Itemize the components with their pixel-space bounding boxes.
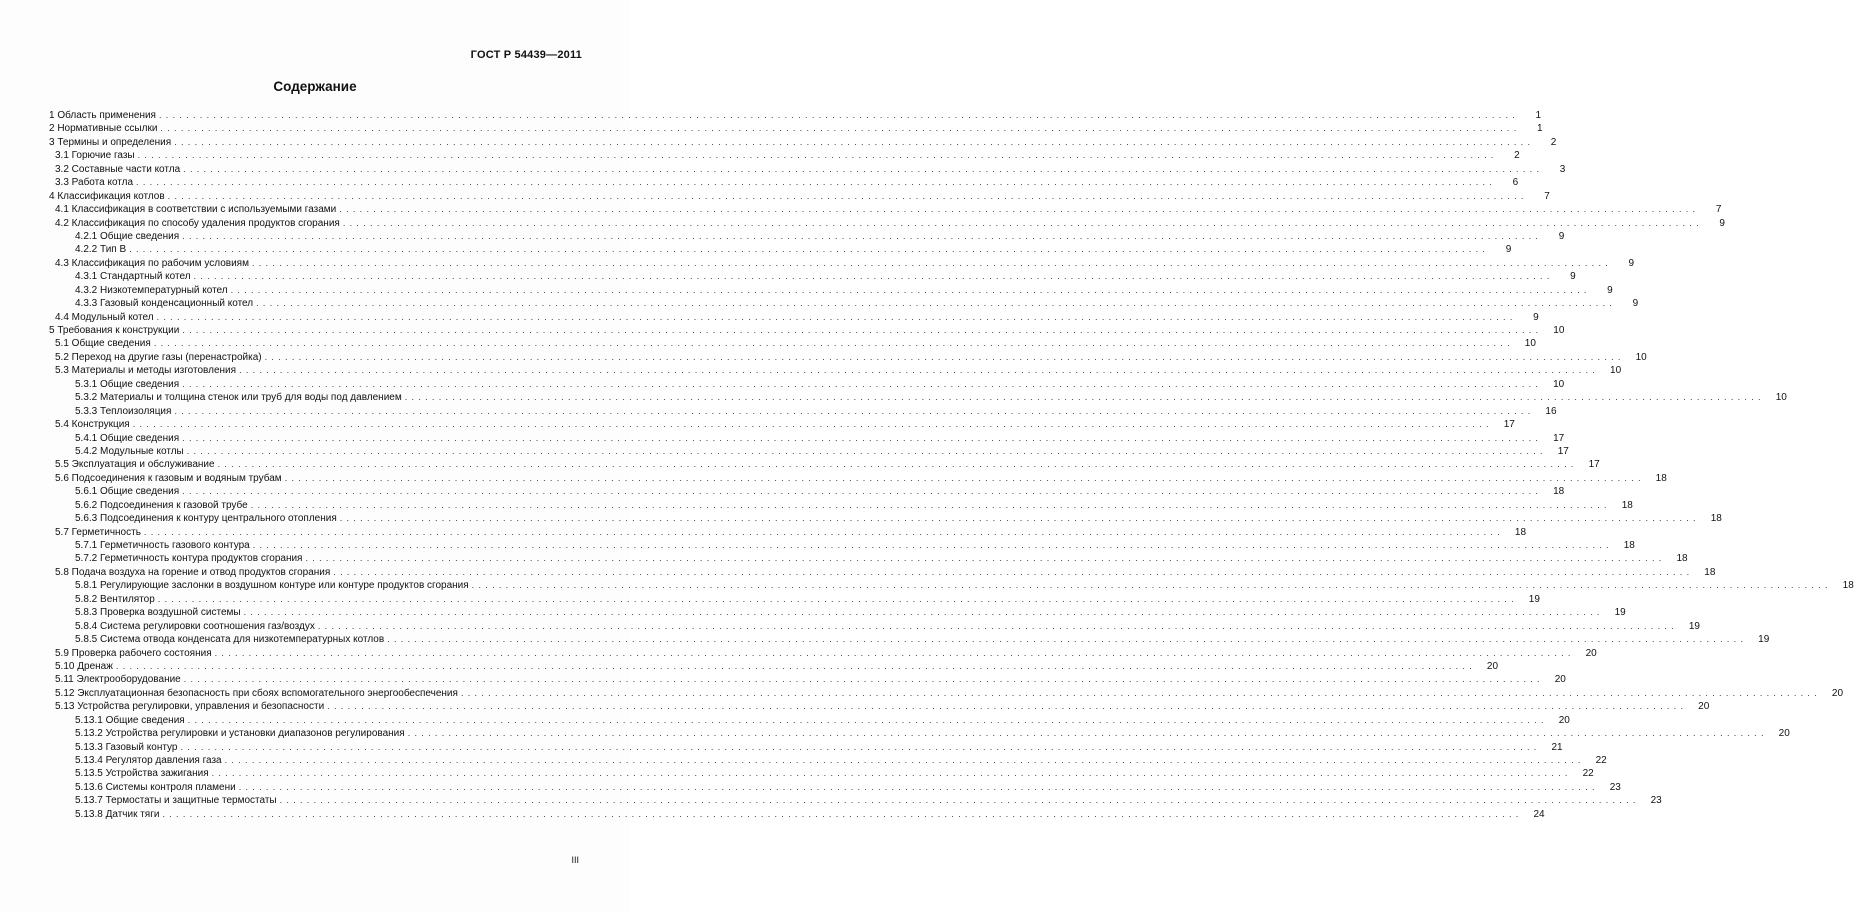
toc-leader-dots: ........................................................................................................................................................................................................ xyxy=(153,338,1514,349)
toc-entry-page: 17 xyxy=(1557,445,1569,457)
toc-entry-page: 18 xyxy=(1621,499,1633,511)
toc-entry-page: 9 xyxy=(1570,271,1576,283)
toc-entry xyxy=(49,673,1566,686)
toc-entry xyxy=(49,566,1716,579)
toc-entry-page: 3 xyxy=(1559,163,1566,175)
toc-entry-label: 5.9 Проверка рабочего состояния xyxy=(55,647,212,659)
toc-entry xyxy=(49,149,1520,162)
toc-entry-label: 5.8.1 Регулирующие заслонки в воздушном контуре или контуре продуктов сгорания xyxy=(75,580,469,592)
toc-entry-label: 4.2.1 Общие сведения xyxy=(75,230,180,242)
toc-leader-dots: ........................................................................................................................................................................................................ xyxy=(158,110,1520,120)
toc-entry-page: 9 xyxy=(1558,230,1565,242)
toc-entry xyxy=(49,190,1550,203)
toc-entry-page: 23 xyxy=(1650,795,1662,807)
toc-entry xyxy=(49,754,1607,767)
toc-leader-dots: ........................................................................................................................................................................................................ xyxy=(460,687,1822,698)
toc-leader-dots: ........................................................................................................................................................................................................ xyxy=(160,123,1521,134)
toc-entry xyxy=(49,727,1790,740)
toc-leader-dots: ........................................................................................................................................................................................................ xyxy=(167,190,1528,201)
toc-entry xyxy=(49,660,1499,673)
toc-entry-page: 10 xyxy=(1775,392,1787,404)
toc-entry-page: 20 xyxy=(1585,647,1597,659)
toc-entry-page: 20 xyxy=(1778,728,1790,740)
toc-leader-dots: ........................................................................................................................................................................................................ xyxy=(279,795,1640,806)
toc-entry-page: 9 xyxy=(1632,298,1639,310)
toc-entry-label: 3.2 Составные части котла xyxy=(55,163,181,175)
toc-entry-label: 5.2 Переход на другие газы (перенастройка) xyxy=(55,351,262,363)
toc-entry-label: 5.6.1 Общие сведения xyxy=(75,486,180,498)
toc-entry-page: 18 xyxy=(1553,486,1565,498)
toc-leader-dots: ........................................................................................................................................................................................................ xyxy=(174,405,1535,416)
toc-entry-page: 20 xyxy=(1831,687,1844,699)
toc-entry-page: 9 xyxy=(1719,217,1725,229)
toc-entry-label: 2 Нормативные ссылки xyxy=(49,123,158,135)
toc-leader-dots: ........................................................................................................................................................................................................ xyxy=(230,284,1591,295)
toc-entry-label: 5.13.2 Устройства регулировки и установки диапазонов регулирования xyxy=(75,728,405,740)
toc-entry-label: 5.13 Устройства регулировки, управления и безопасности xyxy=(55,701,325,713)
toc-leader-dots: ........................................................................................................................................................................................................ xyxy=(252,540,1613,550)
toc-entry-label: 5.13.3 Газовый контур xyxy=(75,741,178,753)
toc-entry-page: 7 xyxy=(1544,190,1550,202)
toc-entry xyxy=(49,485,1565,498)
toc-leader-dots: ........................................................................................................................................................................................................ xyxy=(211,768,1572,779)
toc-entry xyxy=(49,257,1635,270)
toc-entry-label: 5.13.7 Термостаты и защитные термостаты xyxy=(75,795,277,807)
toc-entry xyxy=(49,203,1722,216)
toc-entry-label: 5.3.2 Материалы и толщина стенок или труб для воды под давлением xyxy=(75,392,402,404)
toc-entry-label: 4 Классификация котлов xyxy=(49,190,165,202)
toc-entry-page: 1 xyxy=(1536,123,1543,135)
toc-entry-page: 19 xyxy=(1688,620,1700,632)
toc-entry-label: 5.3.1 Общие сведения xyxy=(75,378,180,390)
toc-entry-label: 5.12 Эксплуатационная безопасность при сбоях вспомогательного энергообеспечения xyxy=(55,687,458,699)
page-number: III xyxy=(571,855,579,865)
toc-leader-dots: ........................................................................................................................................................................................................ xyxy=(387,634,1748,645)
toc-entry-label: 3.3 Работа котла xyxy=(55,177,134,189)
toc-entry xyxy=(49,270,1576,283)
toc-leader-dots: ........................................................................................................................................................................................................ xyxy=(157,593,1518,604)
toc-entry xyxy=(49,687,1844,700)
toc-entry-label: 5.8.4 Система регулировки соотношения газ/воздух xyxy=(75,620,315,632)
toc-entry-page: 21 xyxy=(1551,741,1563,753)
toc-entry xyxy=(49,337,1536,350)
toc-entry xyxy=(49,176,1519,189)
toc-entry xyxy=(49,526,1527,539)
toc-entry-label: 5.4 Конструкция xyxy=(55,419,130,431)
toc-entry xyxy=(49,217,1725,230)
toc-entry xyxy=(49,781,1621,794)
toc-entry-label: 5.4.1 Общие сведения xyxy=(75,432,180,444)
toc-entry xyxy=(49,324,1565,337)
toc-entry xyxy=(49,230,1565,243)
toc-entry xyxy=(49,472,1667,485)
toc-entry xyxy=(49,122,1543,135)
toc-entry-page: 20 xyxy=(1554,674,1566,686)
toc-entry-label: 5.5 Эксплуатация и обслуживание xyxy=(55,459,215,471)
toc-entry xyxy=(49,808,1545,821)
toc-entry-label: 4.1 Классификация в соответствии с используемыми газами xyxy=(55,204,337,216)
toc-entry xyxy=(49,647,1597,660)
toc-entry-page: 17 xyxy=(1553,432,1565,444)
toc-entry xyxy=(49,163,1566,176)
toc-leader-dots: ........................................................................................................................................................................................................ xyxy=(239,365,1600,376)
toc-entry-label: 5.13.5 Устройства зажигания xyxy=(75,768,209,780)
toc-entry-page: 1 xyxy=(1535,110,1542,121)
toc-entry-label: 5.8 Подача воздуха на горение и отвод продуктов сгорания xyxy=(55,566,331,578)
toc-entry-page: 10 xyxy=(1524,338,1536,350)
toc-entry-label: 5.6 Подсоединения к газовым и водяным трубам xyxy=(55,472,282,484)
toc-entry xyxy=(49,284,1613,297)
toc-entry-label: 5.6.3 Подсоединения к контуру центрального отопления xyxy=(75,513,337,525)
toc-entry-page: 18 xyxy=(1623,540,1635,551)
toc-leader-dots: ........................................................................................................................................................................................................ xyxy=(182,230,1543,241)
toc-entry-page: 19 xyxy=(1614,607,1626,619)
toc-entry-page: 22 xyxy=(1582,768,1594,780)
page-title: Содержание xyxy=(273,79,357,94)
toc-entry xyxy=(49,378,1565,391)
toc-leader-dots: ........................................................................................................................................................................................................ xyxy=(174,136,1535,147)
toc-entry xyxy=(49,633,1770,646)
toc-entry-label: 4.3 Классификация по рабочим условиям xyxy=(55,257,249,269)
toc-entry-label: 5.7.2 Герметичность контура продуктов сгорания xyxy=(75,553,303,565)
toc-leader-dots: ........................................................................................................................................................................................................ xyxy=(214,647,1575,658)
toc-entry-page: 10 xyxy=(1553,325,1565,336)
toc-entry xyxy=(49,391,1787,404)
toc-leader-dots: ........................................................................................................................................................................................................ xyxy=(404,392,1765,403)
toc-leader-dots: ........................................................................................................................................................................................................ xyxy=(182,432,1543,443)
toc-entry-label: 5.7 Герметичность xyxy=(55,526,141,538)
toc-leader-dots: ........................................................................................................................................................................................................ xyxy=(256,298,1617,309)
toc-entry-page: 17 xyxy=(1503,419,1515,431)
toc-entry xyxy=(49,243,1512,256)
toc-leader-dots: ........................................................................................................................................................................................................ xyxy=(243,607,1604,618)
toc-leader-dots: ........................................................................................................................................................................................................ xyxy=(162,808,1523,819)
toc-leader-dots: ........................................................................................................................................................................................................ xyxy=(129,244,1490,255)
toc-entry xyxy=(49,499,1633,512)
toc-entry-page: 20 xyxy=(1558,714,1570,726)
toc-entry-page: 9 xyxy=(1628,257,1635,269)
toc-entry-label: 4.4 Модульный котел xyxy=(55,311,154,323)
toc-entry xyxy=(49,579,1854,592)
toc-entry-page: 6 xyxy=(1512,177,1519,189)
toc-entry xyxy=(49,109,1542,122)
toc-entry-label: 3.1 Горючие газы xyxy=(55,150,135,162)
toc-entry-page: 10 xyxy=(1635,351,1647,363)
toc-entry xyxy=(49,364,1622,377)
toc-entry-page: 10 xyxy=(1610,365,1622,377)
toc-entry xyxy=(49,593,1540,606)
toc-leader-dots: ........................................................................................................................................................................................................ xyxy=(143,526,1505,537)
toc-entry-label: 5 Требования к конструкции xyxy=(49,325,180,336)
toc-entry-page: 22 xyxy=(1595,755,1607,766)
toc-entry-page: 18 xyxy=(1655,472,1667,484)
toc-entry-label: 5.10 Дренаж xyxy=(55,660,113,672)
toc-entry-label: 5.13.1 Общие сведения xyxy=(75,714,185,726)
toc-entry-label: 3 Термины и определения xyxy=(49,136,172,148)
toc-entry-page: 2 xyxy=(1514,150,1520,162)
toc-entry-page: 18 xyxy=(1710,513,1722,525)
toc-entry-page: 19 xyxy=(1758,634,1770,646)
toc-leader-dots: ........................................................................................................................................................................................................ xyxy=(339,513,1700,524)
toc-entry-label: 5.13.4 Регулятор давления газа xyxy=(75,755,222,766)
toc-entry-page: 18 xyxy=(1842,580,1854,592)
toc-leader-dots: ........................................................................................................................................................................................................ xyxy=(137,150,1498,161)
toc-entry-label: 5.8.5 Система отвода конденсата для низкотемпературных котлов xyxy=(75,634,385,646)
toc-leader-dots: ........................................................................................................................................................................................................ xyxy=(182,378,1543,389)
toc-entry-page: 18 xyxy=(1676,553,1688,565)
toc-entry-label: 5.3 Материалы и методы изготовления xyxy=(55,365,237,377)
toc-entry-page: 10 xyxy=(1553,378,1565,390)
toc-entry-page: 16 xyxy=(1545,405,1557,417)
toc-leader-dots: ........................................................................................................................................................................................................ xyxy=(251,257,1613,268)
toc-entry xyxy=(49,539,1635,552)
toc-leader-dots: ........................................................................................................................................................................................................ xyxy=(183,163,1544,174)
toc-entry-page: 9 xyxy=(1533,311,1539,323)
toc-entry xyxy=(49,741,1563,754)
toc-entry-label: 4.3.2 Низкотемпературный котел xyxy=(75,284,228,296)
toc-entry-label: 5.6.2 Подсоединения к газовой трубе xyxy=(75,499,248,511)
toc-entry-page: 24 xyxy=(1533,808,1545,820)
toc-entry-page: 17 xyxy=(1588,459,1600,471)
toc-leader-dots: ........................................................................................................................................................................................................ xyxy=(305,553,1666,564)
toc-leader-dots: ........................................................................................................................................................................................................ xyxy=(115,660,1477,671)
toc-entry-label: 1 Область применения xyxy=(49,110,156,121)
toc-leader-dots: ........................................................................................................................................................................................................ xyxy=(136,177,1497,188)
toc-leader-dots: ........................................................................................................................................................................................................ xyxy=(327,701,1688,712)
toc-leader-dots: ........................................................................................................................................................................................................ xyxy=(217,459,1578,470)
toc-leader-dots: ........................................................................................................................................................................................................ xyxy=(264,351,1625,362)
toc-leader-dots: ........................................................................................................................................................................................................ xyxy=(186,445,1547,456)
toc-entry xyxy=(49,767,1594,780)
toc-entry xyxy=(49,794,1662,807)
toc-entry xyxy=(49,432,1565,445)
standard-designation: ГОСТ Р 54439—2011 xyxy=(470,49,582,61)
toc-entry-label: 5.1 Общие сведения xyxy=(55,338,151,350)
toc-entry-label: 5.7.1 Герметичность газового контура xyxy=(75,540,250,551)
toc-leader-dots: ........................................................................................................................................................................................................ xyxy=(187,714,1548,725)
toc-leader-dots: ........................................................................................................................................................................................................ xyxy=(317,620,1678,631)
toc-entry-page: 18 xyxy=(1704,566,1716,578)
toc-entry xyxy=(49,700,1710,713)
table-of-contents xyxy=(49,109,1854,821)
toc-entry-page: 9 xyxy=(1505,244,1512,256)
toc-entry xyxy=(49,351,1647,364)
toc-entry xyxy=(49,405,1557,418)
toc-entry xyxy=(49,136,1557,149)
toc-leader-dots: ........................................................................................................................................................................................................ xyxy=(224,755,1585,765)
toc-entry-page: 20 xyxy=(1698,701,1710,713)
toc-entry-page: 9 xyxy=(1607,284,1613,296)
toc-entry-label: 4.2.2 Тип В xyxy=(75,244,127,256)
toc-entry xyxy=(49,445,1569,458)
toc-leader-dots: ........................................................................................................................................................................................................ xyxy=(284,472,1645,483)
toc-entry-label: 5.4.2 Модульные котлы xyxy=(75,445,184,457)
toc-entry-page: 18 xyxy=(1514,526,1527,538)
toc-leader-dots: ........................................................................................................................................................................................................ xyxy=(333,566,1694,577)
toc-entry-label: 4.3.1 Стандартный котел xyxy=(75,271,191,283)
toc-entry xyxy=(49,297,1639,310)
toc-leader-dots: ........................................................................................................................................................................................................ xyxy=(407,728,1768,739)
toc-entry xyxy=(49,418,1515,431)
toc-leader-dots: ........................................................................................................................................................................................................ xyxy=(342,217,1703,228)
toc-leader-dots: ........................................................................................................................................................................................................ xyxy=(193,271,1554,282)
toc-leader-dots: ........................................................................................................................................................................................................ xyxy=(182,486,1543,497)
toc-entry-page: 7 xyxy=(1715,204,1722,216)
toc-entry-label: 5.13.6 Системы контроля пламени xyxy=(75,781,236,793)
toc-leader-dots: ........................................................................................................................................................................................................ xyxy=(250,499,1611,510)
toc-entry xyxy=(49,458,1600,471)
toc-entry-label: 5.13.8 Датчик тяги xyxy=(75,808,160,820)
toc-entry-label: 5.3.3 Теплоизоляция xyxy=(75,405,172,417)
toc-entry xyxy=(49,311,1539,324)
toc-entry-label: 4.2 Классификация по способу удаления продуктов сгорания xyxy=(55,217,340,229)
toc-leader-dots: ........................................................................................................................................................................................................ xyxy=(238,781,1599,792)
toc-leader-dots: ........................................................................................................................................................................................................ xyxy=(132,419,1493,430)
toc-entry-page: 23 xyxy=(1609,781,1621,793)
toc-leader-dots: ........................................................................................................................................................................................................ xyxy=(180,741,1541,752)
toc-leader-dots: ........................................................................................................................................................................................................ xyxy=(183,674,1544,685)
toc-leader-dots: ........................................................................................................................................................................................................ xyxy=(156,311,1517,322)
toc-entry-label: 5.8.3 Проверка воздушной системы xyxy=(75,607,241,619)
toc-entry-page: 2 xyxy=(1550,136,1557,148)
toc-entry xyxy=(49,606,1626,619)
toc-entry xyxy=(49,620,1700,633)
toc-entry-page: 20 xyxy=(1486,660,1499,672)
toc-entry-label: 5.11 Электрооборудование xyxy=(55,674,181,686)
toc-entry xyxy=(49,512,1722,525)
toc-entry-label: 5.8.2 Вентилятор xyxy=(75,593,155,605)
toc-leader-dots: ........................................................................................................................................................................................................ xyxy=(471,580,1832,591)
toc-entry-label: 4.3.3 Газовый конденсационный котел xyxy=(75,298,254,310)
toc-leader-dots: ........................................................................................................................................................................................................ xyxy=(339,204,1700,215)
toc-entry xyxy=(49,552,1688,565)
toc-entry xyxy=(49,714,1570,727)
toc-leader-dots: ........................................................................................................................................................................................................ xyxy=(182,325,1543,335)
toc-entry-page: 19 xyxy=(1528,593,1540,605)
